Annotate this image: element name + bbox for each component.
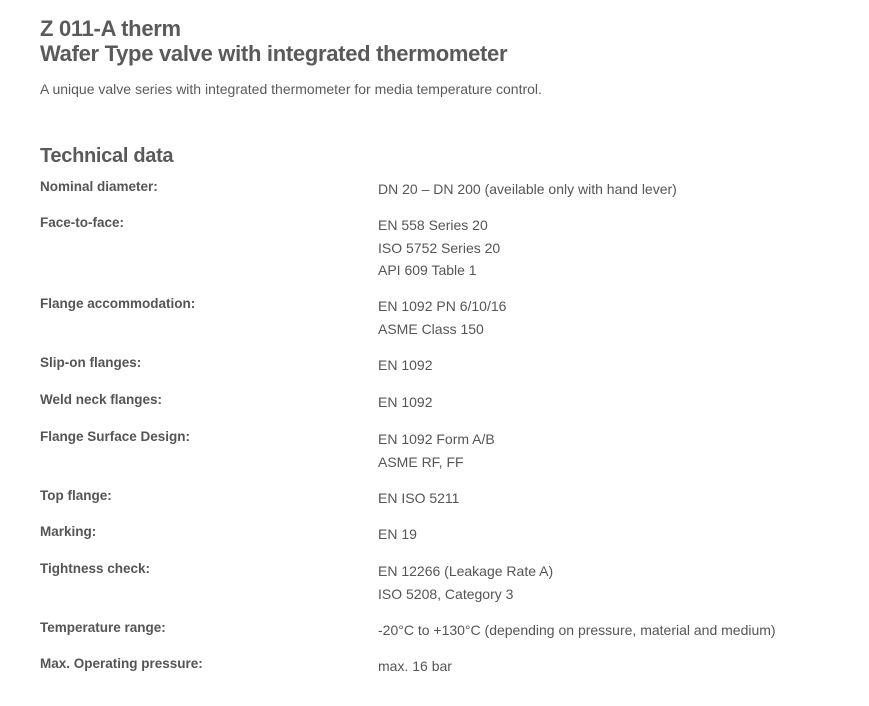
- spec-label: Temperature range:: [40, 620, 166, 635]
- spec-value-line: -20°C to +130°C (depending on pressure, material and medium): [378, 622, 776, 638]
- spec-label: Tightness check:: [40, 561, 151, 576]
- spec-label: Marking:: [40, 524, 97, 539]
- spec-value-line: ASME Class 150: [378, 320, 484, 337]
- spec-value: [378, 391, 432, 414]
- spec-value: [378, 655, 452, 678]
- spec-value-line: max. 16 bar: [378, 658, 452, 674]
- spec-value: [378, 619, 776, 642]
- spec-value-line: API 609 Table 1: [378, 262, 477, 278]
- spec-value: [378, 560, 553, 605]
- spec-value-line: EN 1092 PN 6/10/16: [378, 298, 507, 314]
- spec-label: Max. Operating pressure:: [40, 656, 203, 671]
- spec-label: Top flange:: [40, 488, 112, 503]
- technical-data-heading: Technical data: [40, 145, 174, 167]
- spec-label: Flange Surface Design:: [40, 429, 191, 444]
- spec-value: [378, 428, 495, 473]
- spec-value: [378, 178, 677, 201]
- spec-value-line: ASME RF, FF: [378, 453, 464, 470]
- product-code-title: Z 011-A therm: [40, 16, 181, 41]
- product-name-title: Wafer Type valve with integrated thermometer: [40, 41, 508, 66]
- spec-label: Flange accommodation:: [40, 296, 196, 311]
- spec-label: Weld neck flanges:: [40, 392, 163, 407]
- spec-value-line: EN 1092: [378, 357, 433, 373]
- spec-value-line: ISO 5208, Category 3: [378, 585, 514, 602]
- spec-value-line: EN 19: [378, 526, 417, 542]
- spec-value-line: EN 558 Series 20: [378, 217, 488, 233]
- spec-value: [378, 214, 500, 282]
- product-description: A unique valve series with integrated thermometer for media temperature control.: [40, 81, 542, 97]
- spec-label: Nominal diameter:: [40, 179, 158, 194]
- spec-value: [378, 354, 432, 377]
- spec-value: [378, 523, 417, 546]
- spec-value-line: ISO 5752 Series 20: [378, 239, 501, 256]
- spec-value-line: EN 1092 Form A/B: [378, 431, 495, 447]
- spec-value: [378, 295, 506, 340]
- spec-value-line: DN 20 – DN 200 (aveilable only with hand lever): [378, 181, 677, 197]
- spec-label: Face-to-face:: [40, 215, 125, 230]
- spec-value-line: EN 12266 (Leakage Rate A): [378, 563, 554, 579]
- spec-value-line: EN 1092: [378, 394, 433, 410]
- spec-value: [378, 487, 459, 510]
- spec-label: Slip-on flanges:: [40, 355, 142, 370]
- spec-value-line: EN ISO 5211: [378, 490, 460, 506]
